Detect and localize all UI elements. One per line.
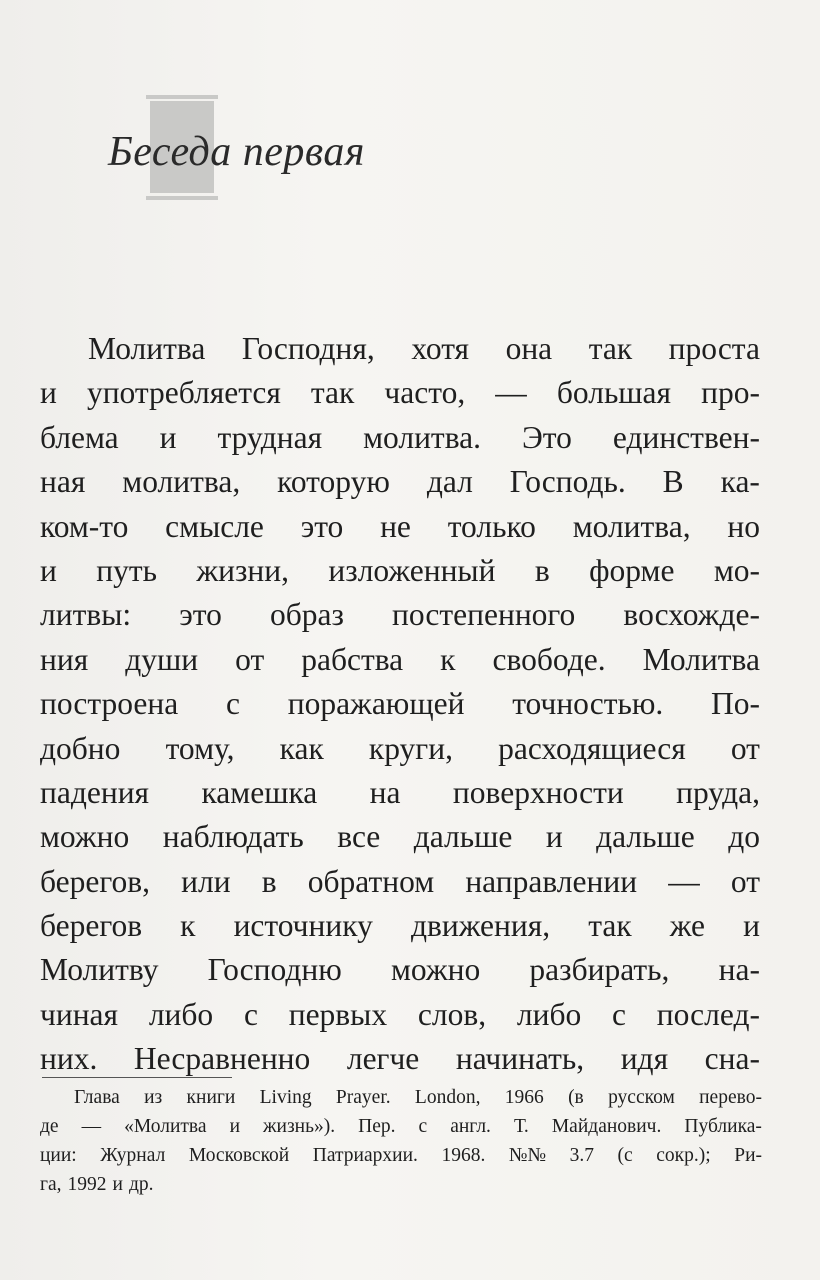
word: ная xyxy=(40,464,86,500)
footnote xyxy=(40,1083,762,1199)
word: — xyxy=(668,863,700,899)
word: расходящиеся xyxy=(498,730,686,766)
word: дальше xyxy=(596,819,695,855)
word: Глава xyxy=(74,1087,120,1108)
word: поверхности xyxy=(452,774,624,810)
word: Это xyxy=(522,419,572,455)
word: обратном xyxy=(307,863,435,899)
word: London, xyxy=(414,1087,481,1108)
word: которую xyxy=(277,464,390,500)
word: можно xyxy=(40,819,130,855)
word: добно xyxy=(40,730,121,766)
text-line xyxy=(40,771,760,815)
word: движения, xyxy=(410,908,551,944)
word: и xyxy=(40,375,57,411)
word: мо- xyxy=(713,552,760,588)
word: молитва, xyxy=(572,508,691,544)
word: поражающей xyxy=(287,686,465,722)
word: из xyxy=(144,1087,163,1108)
word: смысле xyxy=(165,508,264,544)
word: др. xyxy=(128,1174,154,1195)
word: это xyxy=(300,508,344,544)
word: Пер. xyxy=(358,1116,396,1137)
word: (с xyxy=(617,1145,633,1166)
word: все xyxy=(337,819,381,855)
footnote-line xyxy=(40,1083,762,1112)
word: трудная xyxy=(217,419,323,455)
footnote-line xyxy=(40,1112,762,1141)
text-line xyxy=(40,948,760,992)
word: образ xyxy=(269,597,344,633)
word: ком-то xyxy=(40,508,129,544)
word: и xyxy=(229,1116,240,1137)
word: ния xyxy=(40,641,89,677)
roman-numeral-serif-top xyxy=(146,95,218,99)
word: перево- xyxy=(699,1087,762,1108)
word: в xyxy=(261,863,277,899)
word: с xyxy=(418,1116,428,1137)
roman-numeral-serif-bottom xyxy=(146,196,218,200)
word: точностью. xyxy=(512,686,664,722)
word: не xyxy=(380,508,411,544)
text-line xyxy=(40,549,760,593)
word: к xyxy=(180,908,196,944)
word: ка- xyxy=(720,464,760,500)
text-line xyxy=(40,638,760,682)
word: Господь. xyxy=(509,464,626,500)
text-line xyxy=(40,371,760,415)
word: либо xyxy=(148,996,214,1032)
word: как xyxy=(279,730,324,766)
word: Московской xyxy=(188,1145,290,1166)
word: часто, xyxy=(384,375,466,411)
word: хотя xyxy=(411,331,470,366)
text-line xyxy=(40,460,760,504)
word: книги xyxy=(186,1087,236,1108)
word: от xyxy=(235,641,265,677)
word: 1968. xyxy=(441,1145,486,1166)
word: первых xyxy=(288,996,388,1032)
word: литвы: xyxy=(40,597,132,633)
word: камешка xyxy=(201,774,318,810)
word: начинать, xyxy=(455,1041,585,1077)
word: — xyxy=(81,1116,102,1137)
word: направлении xyxy=(465,863,638,899)
word: постепенного xyxy=(392,597,576,633)
word: источнику xyxy=(233,908,373,944)
word: и xyxy=(743,908,760,944)
word: падения xyxy=(40,774,150,810)
word: можно xyxy=(390,952,481,988)
chapter-title: Беседа первая xyxy=(108,129,365,175)
word: и xyxy=(159,419,177,455)
word: пруда, xyxy=(676,774,760,810)
word: Prayer. xyxy=(335,1087,391,1108)
word: наблюдать xyxy=(162,819,304,855)
word: в xyxy=(534,552,550,588)
word: жизнь»). xyxy=(263,1116,336,1137)
text-line xyxy=(40,993,760,1037)
word: легче xyxy=(346,1041,420,1077)
word: единствен- xyxy=(612,419,760,455)
text-line xyxy=(40,416,760,460)
word: 3.7 xyxy=(569,1145,594,1166)
text-line xyxy=(40,505,760,549)
word: Несравненно xyxy=(133,1041,311,1077)
word: про- xyxy=(701,375,760,411)
word: сна- xyxy=(704,1041,760,1077)
word: русском xyxy=(608,1087,675,1108)
word: де xyxy=(40,1116,59,1137)
word: так xyxy=(588,908,632,944)
word: (в xyxy=(568,1087,584,1108)
word: от xyxy=(730,863,760,899)
word: дальше xyxy=(413,819,513,855)
word: Молитва xyxy=(642,641,760,677)
word: Журнал xyxy=(100,1145,166,1166)
word: №№ xyxy=(508,1145,547,1166)
word: слов, xyxy=(417,996,487,1032)
word: только xyxy=(447,508,536,544)
word: на xyxy=(369,774,401,810)
word: чиная xyxy=(40,996,119,1032)
word: разбирать, xyxy=(529,952,670,988)
word: и xyxy=(545,819,563,855)
text-line xyxy=(40,327,760,371)
word: Майданович. xyxy=(551,1116,662,1137)
word: 1992 xyxy=(67,1174,107,1195)
word: с xyxy=(225,686,240,722)
word: «Молитва xyxy=(124,1116,207,1137)
word: от xyxy=(730,730,760,766)
word: Т. xyxy=(513,1116,529,1137)
word: души xyxy=(125,641,199,677)
word: га, xyxy=(40,1174,62,1195)
word: По- xyxy=(710,686,760,722)
text-line xyxy=(40,815,760,859)
word: ции: xyxy=(40,1145,77,1166)
word: так xyxy=(588,331,633,366)
word: до xyxy=(728,819,760,855)
word: она xyxy=(505,331,553,366)
word: же xyxy=(669,908,706,944)
word: и xyxy=(40,552,57,588)
footnote-line xyxy=(40,1141,762,1170)
word: дал xyxy=(426,464,473,500)
text-line xyxy=(40,1037,760,1081)
word: рабства xyxy=(301,641,404,677)
word: к xyxy=(440,641,456,677)
word: и xyxy=(112,1174,123,1195)
word: тому, xyxy=(165,730,235,766)
word: форме xyxy=(589,552,675,588)
word: Living xyxy=(259,1087,312,1108)
word: берегов xyxy=(40,908,143,944)
footnote-divider xyxy=(42,1077,232,1078)
word: молитва. xyxy=(363,419,482,455)
text-line xyxy=(40,904,760,948)
word: построена xyxy=(40,686,179,722)
word: блема xyxy=(40,419,119,455)
word: так xyxy=(310,375,355,411)
footnote-line xyxy=(40,1170,762,1199)
word: сокр.); xyxy=(656,1145,711,1166)
word: с xyxy=(612,996,626,1032)
word: большая xyxy=(556,375,672,411)
word: идя xyxy=(620,1041,669,1077)
word: на- xyxy=(718,952,760,988)
word: — xyxy=(495,375,527,411)
word: Господню xyxy=(207,952,342,988)
word: берегов, xyxy=(40,863,150,899)
word: послед- xyxy=(656,996,760,1032)
word: Публика- xyxy=(684,1116,762,1137)
word: либо xyxy=(516,996,582,1032)
word: путь xyxy=(96,552,157,588)
word: 1966 xyxy=(504,1087,544,1108)
word: молитва, xyxy=(122,464,241,500)
word: Ри- xyxy=(734,1145,762,1166)
word: них. xyxy=(40,1041,98,1077)
word: жизни, xyxy=(196,552,290,588)
text-line xyxy=(40,682,760,726)
word: Господня, xyxy=(241,331,375,366)
word: с xyxy=(243,996,258,1032)
word: Молитву xyxy=(40,952,159,988)
word: но xyxy=(727,508,760,544)
text-line xyxy=(40,860,760,904)
word: это xyxy=(179,597,222,633)
word: употребляется xyxy=(86,375,281,411)
text-line xyxy=(40,593,760,637)
word: восхожде- xyxy=(623,597,760,633)
word: свободе. xyxy=(492,641,606,677)
word: В xyxy=(662,464,684,500)
word: Молитва xyxy=(88,331,206,366)
body-text xyxy=(40,327,760,1082)
word: изложенный xyxy=(328,552,496,588)
word: или xyxy=(181,863,231,899)
word: проста xyxy=(668,331,760,366)
word: англ. xyxy=(450,1116,491,1137)
word: Патриархии. xyxy=(312,1145,418,1166)
word: круги, xyxy=(368,730,453,766)
text-line xyxy=(40,727,760,771)
